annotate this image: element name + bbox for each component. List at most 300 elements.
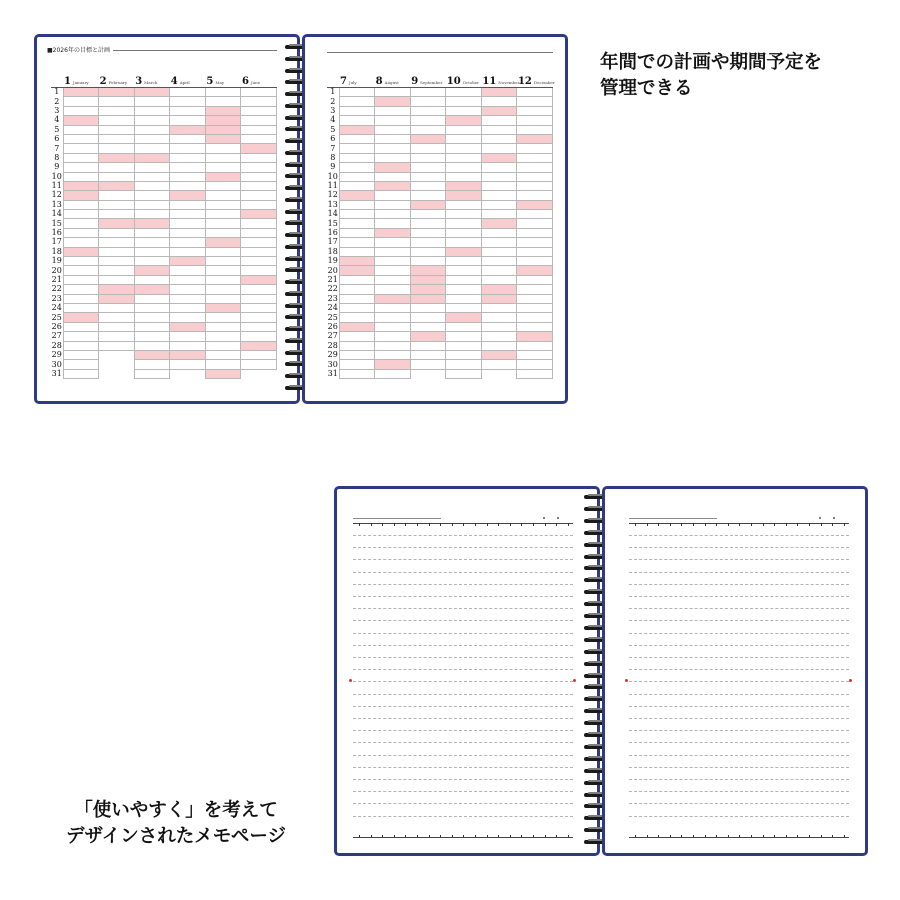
- holiday-cell[interactable]: [446, 313, 482, 322]
- day-cell[interactable]: [63, 200, 99, 209]
- day-cell[interactable]: [446, 350, 482, 359]
- day-cell[interactable]: [134, 257, 170, 266]
- day-cell[interactable]: [134, 200, 170, 209]
- day-cell[interactable]: [446, 238, 482, 247]
- day-cell[interactable]: [517, 210, 553, 219]
- day-cell[interactable]: [205, 332, 241, 341]
- day-cell[interactable]: [375, 88, 411, 97]
- day-cell[interactable]: [205, 285, 241, 294]
- holiday-cell[interactable]: [170, 125, 206, 134]
- day-cell[interactable]: [134, 210, 170, 219]
- day-cell[interactable]: [517, 257, 553, 266]
- day-cell[interactable]: [481, 116, 517, 125]
- day-cell[interactable]: [134, 163, 170, 172]
- day-cell[interactable]: [134, 125, 170, 134]
- day-cell[interactable]: [481, 322, 517, 331]
- day-cell[interactable]: [410, 116, 446, 125]
- day-cell[interactable]: [205, 294, 241, 303]
- day-cell[interactable]: [205, 219, 241, 228]
- day-cell[interactable]: [241, 322, 277, 331]
- day-cell[interactable]: [241, 228, 277, 237]
- day-cell[interactable]: [339, 88, 375, 97]
- holiday-cell[interactable]: [134, 153, 170, 162]
- holiday-cell[interactable]: [375, 360, 411, 369]
- day-cell[interactable]: [63, 369, 99, 378]
- day-cell[interactable]: [134, 228, 170, 237]
- day-cell[interactable]: [99, 313, 135, 322]
- holiday-cell[interactable]: [339, 257, 375, 266]
- holiday-cell[interactable]: [63, 116, 99, 125]
- day-cell[interactable]: [241, 88, 277, 97]
- day-cell[interactable]: [410, 313, 446, 322]
- day-cell[interactable]: [339, 116, 375, 125]
- day-cell[interactable]: [241, 332, 277, 341]
- day-cell[interactable]: [517, 88, 553, 97]
- day-cell[interactable]: [99, 191, 135, 200]
- day-cell[interactable]: [410, 153, 446, 162]
- day-cell[interactable]: [339, 134, 375, 143]
- holiday-cell[interactable]: [134, 350, 170, 359]
- day-cell[interactable]: [134, 134, 170, 143]
- day-cell[interactable]: [63, 153, 99, 162]
- day-cell[interactable]: [446, 200, 482, 209]
- holiday-cell[interactable]: [99, 285, 135, 294]
- day-cell[interactable]: [517, 322, 553, 331]
- day-cell[interactable]: [446, 341, 482, 350]
- day-cell[interactable]: [339, 238, 375, 247]
- day-cell[interactable]: [99, 322, 135, 331]
- day-cell[interactable]: [339, 332, 375, 341]
- day-cell[interactable]: [410, 322, 446, 331]
- day-cell[interactable]: [63, 360, 99, 369]
- holiday-cell[interactable]: [517, 266, 553, 275]
- day-cell[interactable]: [99, 247, 135, 256]
- day-cell[interactable]: [339, 219, 375, 228]
- day-cell[interactable]: [134, 332, 170, 341]
- holiday-cell[interactable]: [241, 341, 277, 350]
- holiday-cell[interactable]: [481, 294, 517, 303]
- day-cell[interactable]: [517, 294, 553, 303]
- day-cell[interactable]: [339, 360, 375, 369]
- day-cell[interactable]: [63, 163, 99, 172]
- day-cell[interactable]: [517, 238, 553, 247]
- day-cell[interactable]: [410, 360, 446, 369]
- day-cell[interactable]: [446, 125, 482, 134]
- day-cell[interactable]: [446, 285, 482, 294]
- holiday-cell[interactable]: [375, 163, 411, 172]
- day-cell[interactable]: [339, 163, 375, 172]
- holiday-cell[interactable]: [63, 181, 99, 190]
- day-cell[interactable]: [410, 228, 446, 237]
- day-cell[interactable]: [446, 322, 482, 331]
- day-cell[interactable]: [375, 116, 411, 125]
- day-cell[interactable]: [205, 257, 241, 266]
- holiday-cell[interactable]: [446, 191, 482, 200]
- day-cell[interactable]: [517, 144, 553, 153]
- day-cell[interactable]: [170, 153, 206, 162]
- day-cell[interactable]: [63, 322, 99, 331]
- holiday-cell[interactable]: [205, 369, 241, 378]
- day-cell[interactable]: [205, 200, 241, 209]
- day-cell[interactable]: [481, 134, 517, 143]
- day-cell[interactable]: [446, 266, 482, 275]
- day-cell[interactable]: [241, 360, 277, 369]
- holiday-cell[interactable]: [99, 153, 135, 162]
- holiday-cell[interactable]: [99, 181, 135, 190]
- holiday-cell[interactable]: [410, 332, 446, 341]
- day-cell[interactable]: [63, 257, 99, 266]
- day-cell[interactable]: [375, 350, 411, 359]
- day-cell[interactable]: [339, 303, 375, 312]
- day-cell[interactable]: [63, 228, 99, 237]
- day-cell[interactable]: [170, 266, 206, 275]
- day-cell[interactable]: [241, 97, 277, 106]
- holiday-cell[interactable]: [375, 294, 411, 303]
- day-cell[interactable]: [63, 285, 99, 294]
- holiday-cell[interactable]: [481, 350, 517, 359]
- day-cell[interactable]: [410, 97, 446, 106]
- day-cell[interactable]: [517, 275, 553, 284]
- day-cell[interactable]: [99, 332, 135, 341]
- day-cell[interactable]: [517, 303, 553, 312]
- day-cell[interactable]: [517, 116, 553, 125]
- day-cell[interactable]: [134, 313, 170, 322]
- day-cell[interactable]: [63, 134, 99, 143]
- day-cell[interactable]: [517, 219, 553, 228]
- day-cell[interactable]: [63, 97, 99, 106]
- day-cell[interactable]: [205, 247, 241, 256]
- day-cell[interactable]: [446, 257, 482, 266]
- day-cell[interactable]: [481, 172, 517, 181]
- day-cell[interactable]: [241, 106, 277, 115]
- day-cell[interactable]: [241, 181, 277, 190]
- holiday-cell[interactable]: [339, 191, 375, 200]
- day-cell[interactable]: [63, 144, 99, 153]
- day-cell[interactable]: [375, 153, 411, 162]
- holiday-cell[interactable]: [446, 181, 482, 190]
- day-cell[interactable]: [410, 191, 446, 200]
- holiday-cell[interactable]: [375, 181, 411, 190]
- day-cell[interactable]: [517, 181, 553, 190]
- day-cell[interactable]: [99, 228, 135, 237]
- day-cell[interactable]: [170, 97, 206, 106]
- day-cell[interactable]: [99, 275, 135, 284]
- day-cell[interactable]: [481, 257, 517, 266]
- day-cell[interactable]: [99, 200, 135, 209]
- day-cell[interactable]: [170, 163, 206, 172]
- day-cell[interactable]: [99, 238, 135, 247]
- day-cell[interactable]: [517, 97, 553, 106]
- day-cell[interactable]: [205, 181, 241, 190]
- day-cell[interactable]: [446, 134, 482, 143]
- day-cell[interactable]: [517, 153, 553, 162]
- day-cell[interactable]: [170, 116, 206, 125]
- day-cell[interactable]: [375, 266, 411, 275]
- day-cell[interactable]: [205, 191, 241, 200]
- day-cell[interactable]: [99, 144, 135, 153]
- holiday-cell[interactable]: [339, 125, 375, 134]
- day-cell[interactable]: [481, 341, 517, 350]
- holiday-cell[interactable]: [517, 134, 553, 143]
- day-cell[interactable]: [481, 360, 517, 369]
- day-cell[interactable]: [481, 247, 517, 256]
- holiday-cell[interactable]: [99, 294, 135, 303]
- day-cell[interactable]: [99, 116, 135, 125]
- day-cell[interactable]: [99, 172, 135, 181]
- day-cell[interactable]: [205, 275, 241, 284]
- day-cell[interactable]: [241, 191, 277, 200]
- day-cell[interactable]: [481, 181, 517, 190]
- day-cell[interactable]: [63, 341, 99, 350]
- day-cell[interactable]: [481, 266, 517, 275]
- day-cell[interactable]: [170, 88, 206, 97]
- holiday-cell[interactable]: [410, 285, 446, 294]
- day-cell[interactable]: [375, 238, 411, 247]
- holiday-cell[interactable]: [517, 200, 553, 209]
- day-cell[interactable]: [446, 228, 482, 237]
- day-cell[interactable]: [241, 303, 277, 312]
- day-cell[interactable]: [481, 97, 517, 106]
- day-cell[interactable]: [446, 88, 482, 97]
- day-cell[interactable]: [63, 106, 99, 115]
- day-cell[interactable]: [375, 303, 411, 312]
- day-cell[interactable]: [205, 322, 241, 331]
- day-cell[interactable]: [410, 106, 446, 115]
- holiday-cell[interactable]: [375, 97, 411, 106]
- day-cell[interactable]: [63, 125, 99, 134]
- day-cell[interactable]: [410, 219, 446, 228]
- day-cell[interactable]: [339, 285, 375, 294]
- day-cell[interactable]: [241, 247, 277, 256]
- holiday-cell[interactable]: [517, 332, 553, 341]
- holiday-cell[interactable]: [410, 275, 446, 284]
- day-cell[interactable]: [170, 181, 206, 190]
- holiday-cell[interactable]: [446, 116, 482, 125]
- day-cell[interactable]: [481, 200, 517, 209]
- day-cell[interactable]: [410, 350, 446, 359]
- holiday-cell[interactable]: [410, 266, 446, 275]
- day-cell[interactable]: [375, 191, 411, 200]
- holiday-cell[interactable]: [170, 322, 206, 331]
- day-cell[interactable]: [170, 247, 206, 256]
- day-cell[interactable]: [339, 210, 375, 219]
- day-cell[interactable]: [446, 294, 482, 303]
- holiday-cell[interactable]: [241, 210, 277, 219]
- day-cell[interactable]: [63, 266, 99, 275]
- day-cell[interactable]: [517, 125, 553, 134]
- holiday-cell[interactable]: [134, 219, 170, 228]
- day-cell[interactable]: [481, 332, 517, 341]
- day-cell[interactable]: [63, 238, 99, 247]
- day-cell[interactable]: [339, 144, 375, 153]
- holiday-cell[interactable]: [99, 219, 135, 228]
- day-cell[interactable]: [205, 341, 241, 350]
- holiday-cell[interactable]: [134, 88, 170, 97]
- day-cell[interactable]: [63, 332, 99, 341]
- holiday-cell[interactable]: [99, 88, 135, 97]
- day-cell[interactable]: [134, 341, 170, 350]
- day-cell[interactable]: [170, 172, 206, 181]
- holiday-cell[interactable]: [170, 191, 206, 200]
- day-cell[interactable]: [134, 238, 170, 247]
- day-cell[interactable]: [241, 219, 277, 228]
- day-cell[interactable]: [446, 153, 482, 162]
- holiday-cell[interactable]: [205, 303, 241, 312]
- day-cell[interactable]: [339, 247, 375, 256]
- day-cell[interactable]: [410, 125, 446, 134]
- holiday-cell[interactable]: [170, 257, 206, 266]
- day-cell[interactable]: [375, 106, 411, 115]
- day-cell[interactable]: [170, 238, 206, 247]
- day-cell[interactable]: [375, 172, 411, 181]
- day-cell[interactable]: [205, 360, 241, 369]
- day-cell[interactable]: [517, 191, 553, 200]
- day-cell[interactable]: [170, 210, 206, 219]
- day-cell[interactable]: [481, 191, 517, 200]
- holiday-cell[interactable]: [205, 238, 241, 247]
- day-cell[interactable]: [446, 210, 482, 219]
- day-cell[interactable]: [170, 294, 206, 303]
- day-cell[interactable]: [170, 275, 206, 284]
- day-cell[interactable]: [241, 294, 277, 303]
- day-cell[interactable]: [63, 303, 99, 312]
- day-cell[interactable]: [446, 219, 482, 228]
- day-cell[interactable]: [241, 266, 277, 275]
- holiday-cell[interactable]: [205, 106, 241, 115]
- day-cell[interactable]: [517, 313, 553, 322]
- day-cell[interactable]: [517, 369, 553, 378]
- holiday-cell[interactable]: [410, 200, 446, 209]
- day-cell[interactable]: [446, 275, 482, 284]
- day-cell[interactable]: [481, 163, 517, 172]
- day-cell[interactable]: [339, 97, 375, 106]
- holiday-cell[interactable]: [410, 134, 446, 143]
- day-cell[interactable]: [339, 369, 375, 378]
- holiday-cell[interactable]: [63, 88, 99, 97]
- day-cell[interactable]: [375, 210, 411, 219]
- day-cell[interactable]: [410, 257, 446, 266]
- day-cell[interactable]: [339, 341, 375, 350]
- day-cell[interactable]: [170, 106, 206, 115]
- day-cell[interactable]: [481, 303, 517, 312]
- day-cell[interactable]: [375, 200, 411, 209]
- day-cell[interactable]: [134, 322, 170, 331]
- day-cell[interactable]: [170, 303, 206, 312]
- day-cell[interactable]: [99, 163, 135, 172]
- day-cell[interactable]: [517, 350, 553, 359]
- day-cell[interactable]: [99, 341, 135, 350]
- day-cell[interactable]: [170, 360, 206, 369]
- day-cell[interactable]: [410, 341, 446, 350]
- day-cell[interactable]: [517, 341, 553, 350]
- day-cell[interactable]: [63, 350, 99, 359]
- day-cell[interactable]: [134, 106, 170, 115]
- day-cell[interactable]: [170, 219, 206, 228]
- day-cell[interactable]: [481, 125, 517, 134]
- holiday-cell[interactable]: [375, 228, 411, 237]
- holiday-cell[interactable]: [241, 144, 277, 153]
- day-cell[interactable]: [241, 350, 277, 359]
- day-cell[interactable]: [481, 238, 517, 247]
- day-cell[interactable]: [170, 144, 206, 153]
- day-cell[interactable]: [481, 144, 517, 153]
- day-cell[interactable]: [134, 181, 170, 190]
- day-cell[interactable]: [375, 341, 411, 350]
- day-cell[interactable]: [170, 341, 206, 350]
- holiday-cell[interactable]: [481, 88, 517, 97]
- holiday-cell[interactable]: [481, 153, 517, 162]
- day-cell[interactable]: [339, 153, 375, 162]
- day-cell[interactable]: [63, 210, 99, 219]
- day-cell[interactable]: [375, 285, 411, 294]
- day-cell[interactable]: [446, 369, 482, 378]
- day-cell[interactable]: [134, 294, 170, 303]
- day-cell[interactable]: [170, 285, 206, 294]
- holiday-cell[interactable]: [205, 134, 241, 143]
- holiday-cell[interactable]: [134, 285, 170, 294]
- day-cell[interactable]: [63, 275, 99, 284]
- day-cell[interactable]: [63, 294, 99, 303]
- day-cell[interactable]: [63, 219, 99, 228]
- day-cell[interactable]: [446, 144, 482, 153]
- holiday-cell[interactable]: [205, 116, 241, 125]
- day-cell[interactable]: [205, 88, 241, 97]
- day-cell[interactable]: [410, 163, 446, 172]
- day-cell[interactable]: [375, 247, 411, 256]
- day-cell[interactable]: [99, 257, 135, 266]
- day-cell[interactable]: [446, 106, 482, 115]
- holiday-cell[interactable]: [205, 125, 241, 134]
- day-cell[interactable]: [99, 97, 135, 106]
- day-cell[interactable]: [517, 106, 553, 115]
- day-cell[interactable]: [517, 228, 553, 237]
- day-cell[interactable]: [375, 219, 411, 228]
- day-cell[interactable]: [375, 322, 411, 331]
- day-cell[interactable]: [339, 275, 375, 284]
- day-cell[interactable]: [134, 369, 170, 378]
- day-cell[interactable]: [481, 228, 517, 237]
- day-cell[interactable]: [170, 134, 206, 143]
- day-cell[interactable]: [446, 97, 482, 106]
- day-cell[interactable]: [99, 303, 135, 312]
- day-cell[interactable]: [241, 200, 277, 209]
- day-cell[interactable]: [517, 360, 553, 369]
- day-cell[interactable]: [375, 125, 411, 134]
- day-cell[interactable]: [134, 172, 170, 181]
- day-cell[interactable]: [205, 266, 241, 275]
- holiday-cell[interactable]: [481, 106, 517, 115]
- day-cell[interactable]: [241, 285, 277, 294]
- day-cell[interactable]: [517, 285, 553, 294]
- day-cell[interactable]: [205, 350, 241, 359]
- day-cell[interactable]: [205, 228, 241, 237]
- day-cell[interactable]: [446, 303, 482, 312]
- day-cell[interactable]: [410, 303, 446, 312]
- day-cell[interactable]: [375, 332, 411, 341]
- day-cell[interactable]: [517, 247, 553, 256]
- day-cell[interactable]: [170, 200, 206, 209]
- day-cell[interactable]: [170, 313, 206, 322]
- day-cell[interactable]: [375, 257, 411, 266]
- day-cell[interactable]: [339, 294, 375, 303]
- day-cell[interactable]: [375, 313, 411, 322]
- holiday-cell[interactable]: [205, 172, 241, 181]
- day-cell[interactable]: [339, 106, 375, 115]
- day-cell[interactable]: [339, 200, 375, 209]
- day-cell[interactable]: [205, 153, 241, 162]
- day-cell[interactable]: [410, 88, 446, 97]
- holiday-cell[interactable]: [446, 247, 482, 256]
